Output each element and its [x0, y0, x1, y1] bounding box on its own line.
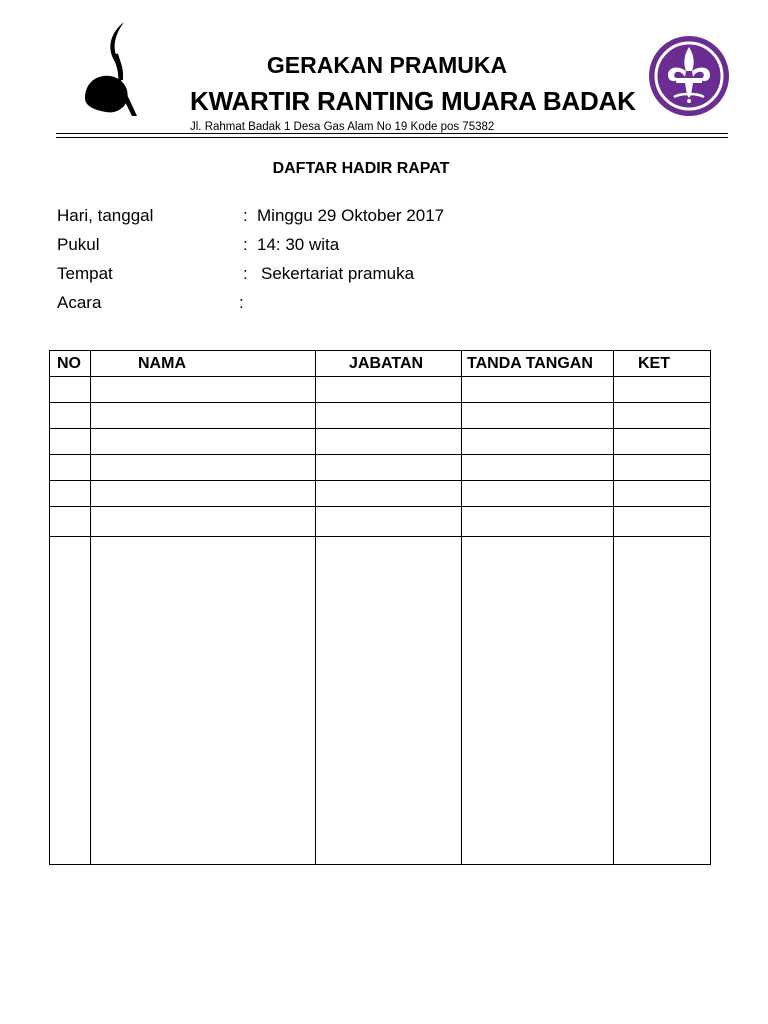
info-value-time: 14: 30 wita [257, 235, 340, 254]
cell-tanda-tangan[interactable] [462, 377, 614, 403]
cell-no[interactable] [50, 507, 91, 537]
cell-nama[interactable] [91, 455, 316, 481]
column-header-nama: NAMA [91, 351, 316, 377]
cell-ket[interactable] [614, 377, 711, 403]
cell-nama[interactable] [91, 377, 316, 403]
cell-nama[interactable] [91, 403, 316, 429]
table-row [50, 507, 711, 537]
cell-tanda-tangan[interactable] [462, 507, 614, 537]
info-colon: : [243, 206, 248, 225]
info-label-place: Tempat [57, 264, 113, 283]
cell-nama[interactable] [91, 537, 316, 865]
table-row [50, 481, 711, 507]
cell-jabatan[interactable] [316, 377, 462, 403]
cell-jabatan[interactable] [316, 429, 462, 455]
attendance-table [49, 350, 711, 865]
cell-no[interactable] [50, 455, 91, 481]
cell-jabatan[interactable] [316, 507, 462, 537]
cell-ket[interactable] [614, 455, 711, 481]
cell-ket[interactable] [614, 429, 711, 455]
header-divider [56, 133, 728, 134]
cell-tanda-tangan[interactable] [462, 537, 614, 865]
info-colon: : [243, 264, 248, 283]
cell-jabatan[interactable] [316, 537, 462, 865]
info-label-time: Pukul [57, 235, 100, 254]
column-header-tanda-tangan: TANDA TANGAN [462, 351, 614, 377]
cell-tanda-tangan[interactable] [462, 403, 614, 429]
info-label-agenda: Acara [57, 293, 102, 312]
cell-ket[interactable] [614, 537, 711, 865]
cell-ket[interactable] [614, 507, 711, 537]
cell-ket[interactable] [614, 481, 711, 507]
cell-tanda-tangan[interactable] [462, 481, 614, 507]
info-colon: : [243, 235, 248, 254]
info-value-place: Sekertariat pramuka [261, 264, 415, 283]
cell-jabatan[interactable] [316, 403, 462, 429]
cell-jabatan[interactable] [316, 481, 462, 507]
table-row [50, 455, 711, 481]
org-name: GERAKAN PRAMUKA [266, 52, 508, 78]
cell-no[interactable] [50, 377, 91, 403]
table-row [50, 403, 711, 429]
cell-nama[interactable] [91, 429, 316, 455]
cell-tanda-tangan[interactable] [462, 455, 614, 481]
cell-nama[interactable] [91, 507, 316, 537]
cell-jabatan[interactable] [316, 455, 462, 481]
document-title: DAFTAR HADIR RAPAT [272, 160, 450, 177]
org-address: Jl. Rahmat Badak 1 Desa Gas Alam No 19 Kode pos 75382 [190, 121, 495, 133]
cell-no[interactable] [50, 429, 91, 455]
info-value-date: Minggu 29 Oktober 2017 [257, 206, 445, 225]
org-unit-title: KWARTIR RANTING MUARA BADAK [190, 86, 636, 116]
column-header-ket: KET [614, 351, 711, 377]
header-divider-secondary [56, 137, 728, 138]
cell-tanda-tangan[interactable] [462, 429, 614, 455]
table-header-row [50, 351, 711, 377]
cell-no[interactable] [50, 481, 91, 507]
cell-no[interactable] [50, 537, 91, 865]
table-row [50, 429, 711, 455]
info-label-date: Hari, tanggal [57, 206, 154, 225]
column-header-jabatan: JABATAN [316, 351, 462, 377]
column-header-no: NO [50, 351, 91, 377]
cell-no[interactable] [50, 403, 91, 429]
table-row [50, 377, 711, 403]
info-colon: : [239, 293, 244, 312]
cell-ket[interactable] [614, 403, 711, 429]
cell-nama[interactable] [91, 481, 316, 507]
table-row [50, 537, 711, 865]
